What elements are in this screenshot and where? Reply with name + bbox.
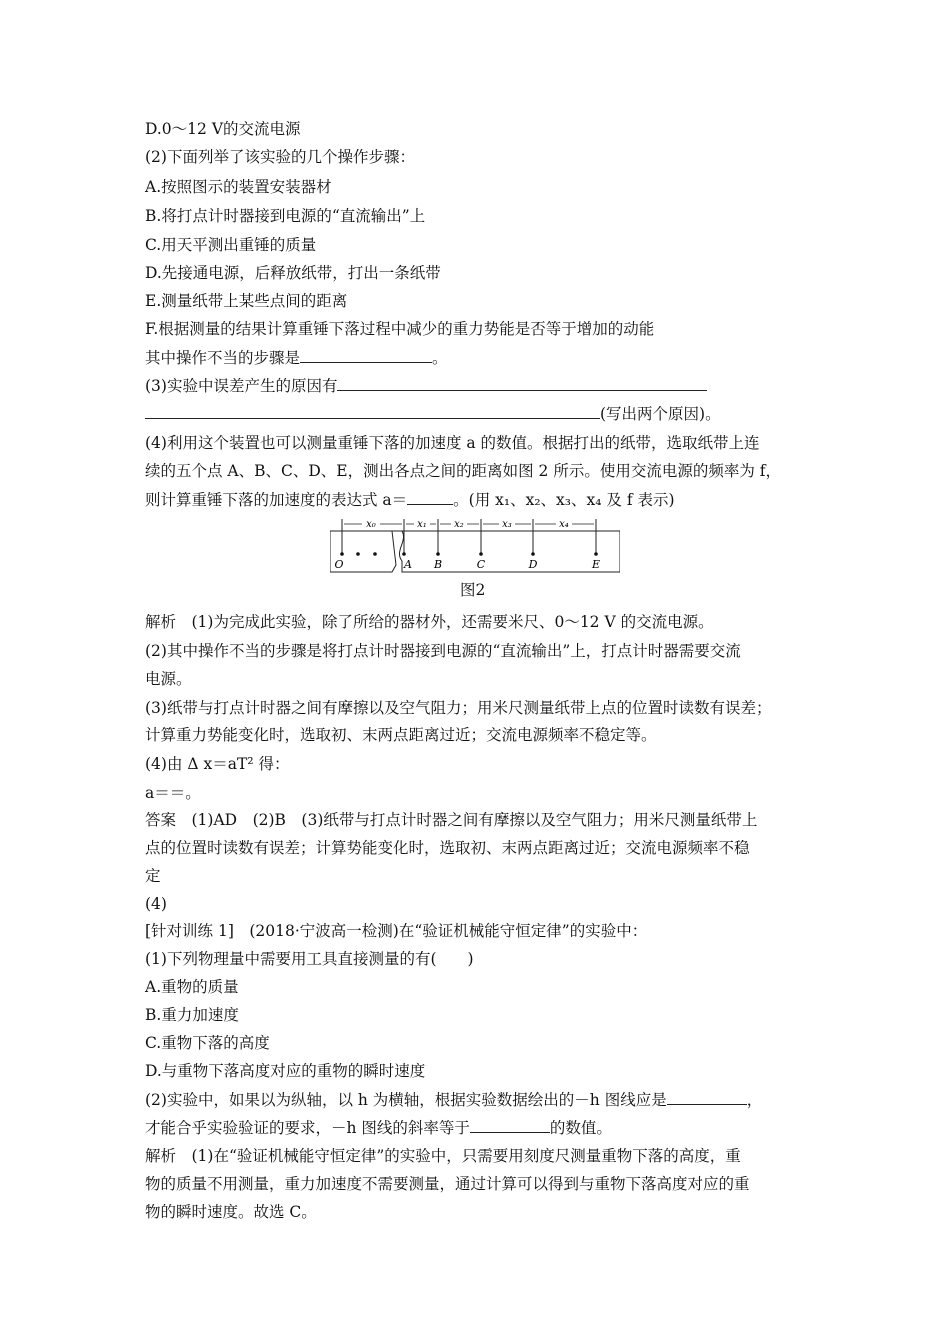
- step-f: F.根据测量的结果计算重锤下落过程中减少的重力势能是否等于增加的动能: [145, 320, 655, 338]
- step-a: A.按照图示的装置安装器材: [145, 178, 332, 196]
- point-label-e: E: [591, 558, 601, 571]
- option-d: D.0～12 V的交流电源: [145, 120, 301, 138]
- segment-label-x3: x₃: [502, 519, 512, 530]
- training-analysis-line: 解析 (1)在“验证机械能守恒定律”的实验中，只需要用刻度尺测量重物下落的高度，重: [145, 1147, 741, 1165]
- tape-right-piece: [399, 531, 620, 572]
- training-q2-end: ，: [746, 1091, 763, 1109]
- training-q2-line2-text: 才能合乎实验验证的要求，－h 图线的斜率等于: [145, 1119, 470, 1137]
- question-3-line2: [145, 403, 721, 424]
- training-analysis-line: 物的质量不用测量，重力加速度不需要测量，通过计算可以得到与重物下落高度对应的重: [145, 1175, 750, 1193]
- step-e: E.测量纸带上某些点间的距离: [145, 292, 348, 310]
- question-2-ask-text: 其中操作不当的步骤是: [145, 349, 301, 367]
- point-label-o: O: [334, 558, 344, 571]
- segment-label-x0: x₀: [366, 519, 376, 530]
- question-2-ask-end: 。: [432, 349, 448, 367]
- tape-dot: [436, 552, 440, 556]
- analysis-line: (3)纸带与打点计时器之间有摩擦以及空气阻力；用米尺测量纸带上点的位置时读数有误差；: [145, 699, 772, 717]
- answer-line: 答案 (1)AD (2)B (3)纸带与打点计时器之间有摩擦以及空气阻力；用米尺测量纸带上: [145, 811, 758, 829]
- question-2-intro: (2)下面列举了该实验的几个操作步骤：: [145, 148, 415, 166]
- question-4-line3-end: 。(用 x₁、x₂、x₃、x₄ 及 f 表示): [453, 491, 675, 509]
- question-4-line3: [145, 489, 675, 510]
- segment-label-x1: x₁: [417, 519, 427, 530]
- question-4-line3-text: 则计算重锤下落的加速度的表达式 a＝: [145, 491, 408, 509]
- step-c: C.用天平测出重锤的质量: [145, 236, 317, 254]
- training-question-2-line2: [145, 1117, 612, 1138]
- segment-label-x4: x₄: [559, 519, 569, 530]
- question-4-line1: (4)利用这个装置也可以测量重锤下落的加速度 a 的数值。根据打出的纸带，选取纸带上连: [145, 434, 760, 452]
- step-d: D.先接通电源，后释放纸带，打出一条纸带: [145, 264, 441, 282]
- question-2-ask: [145, 347, 448, 368]
- training-question-1: (1)下列物理量中需要用工具直接测量的有( ): [145, 950, 474, 968]
- question-4-line2: 续的五个点 A、B、C、D、E，测出各点之间的距离如图 2 所示。使用交流电源的频率为 f，: [145, 462, 781, 480]
- answer-blank: [337, 375, 707, 391]
- answer-line: (4): [145, 895, 167, 913]
- step-b: B.将打点计时器接到电源的“直流输出”上: [145, 207, 426, 225]
- training-q2-text: (2)实验中，如果以为纵轴，以 h 为横轴，根据实验数据绘出的－h 图线应是: [145, 1091, 667, 1109]
- paper-tape-figure: [330, 515, 620, 575]
- answer-blank: [300, 347, 432, 363]
- tape-dot: [356, 552, 360, 556]
- question-3-end: (写出两个原因)。: [600, 405, 721, 423]
- tape-dot: [340, 552, 344, 556]
- training-analysis-line: 物的瞬时速度。故选 C。: [145, 1203, 317, 1221]
- point-label-d: D: [528, 558, 538, 571]
- tape-dot: [531, 552, 535, 556]
- answer-blank: [407, 489, 453, 505]
- training-q2-line2-end: 的数值。: [549, 1119, 612, 1137]
- tape-dot: [402, 552, 406, 556]
- analysis-line: (2)其中操作不当的步骤是将打点计时器接到电源的“直流输出”上，打点计时器需要交流: [145, 642, 741, 660]
- analysis-line: a＝＝。: [145, 784, 201, 802]
- tape-dot: [373, 552, 377, 556]
- tape-dot: [594, 552, 598, 556]
- training-option-b: B.重力加速度: [145, 1006, 239, 1024]
- question-3-ask-text: (3)实验中误差产生的原因有: [145, 377, 338, 395]
- answer-blank: [470, 1117, 550, 1133]
- analysis-line: 解析 (1)为完成此实验，除了所给的器材外，还需要米尺、0～12 V 的交流电源。: [145, 613, 714, 631]
- training-title: [针对训练 1] (2018·宁波高一检测)在“验证机械能守恒定律”的实验中：: [145, 922, 648, 940]
- answer-blank: [145, 403, 600, 419]
- answer-blank: [667, 1089, 747, 1105]
- question-3-ask: [145, 375, 707, 396]
- answer-line: 点的位置时读数有误差；计算势能变化时，选取初、末两点距离过近；交流电源频率不稳: [145, 839, 750, 857]
- figure-caption: 图2: [460, 581, 486, 599]
- answer-line: 定: [145, 867, 161, 885]
- segment-label-x2: x₂: [454, 519, 464, 530]
- analysis-line: 计算重力势能变化时，选取初、末两点距离过近；交流电源频率不稳定等。: [145, 726, 657, 744]
- tape-dot: [479, 552, 483, 556]
- point-label-a: A: [404, 558, 412, 571]
- training-option-c: C.重物下落的高度: [145, 1034, 270, 1052]
- training-option-d: D.与重物下落高度对应的重物的瞬时速度: [145, 1062, 426, 1080]
- analysis-line: 电源。: [145, 670, 192, 688]
- point-label-c: C: [476, 558, 486, 571]
- training-question-2-line1: [145, 1089, 762, 1110]
- analysis-line: (4)由 Δ x＝aT² 得：: [145, 755, 290, 773]
- point-label-b: B: [433, 558, 443, 571]
- training-option-a: A.重物的质量: [145, 978, 239, 996]
